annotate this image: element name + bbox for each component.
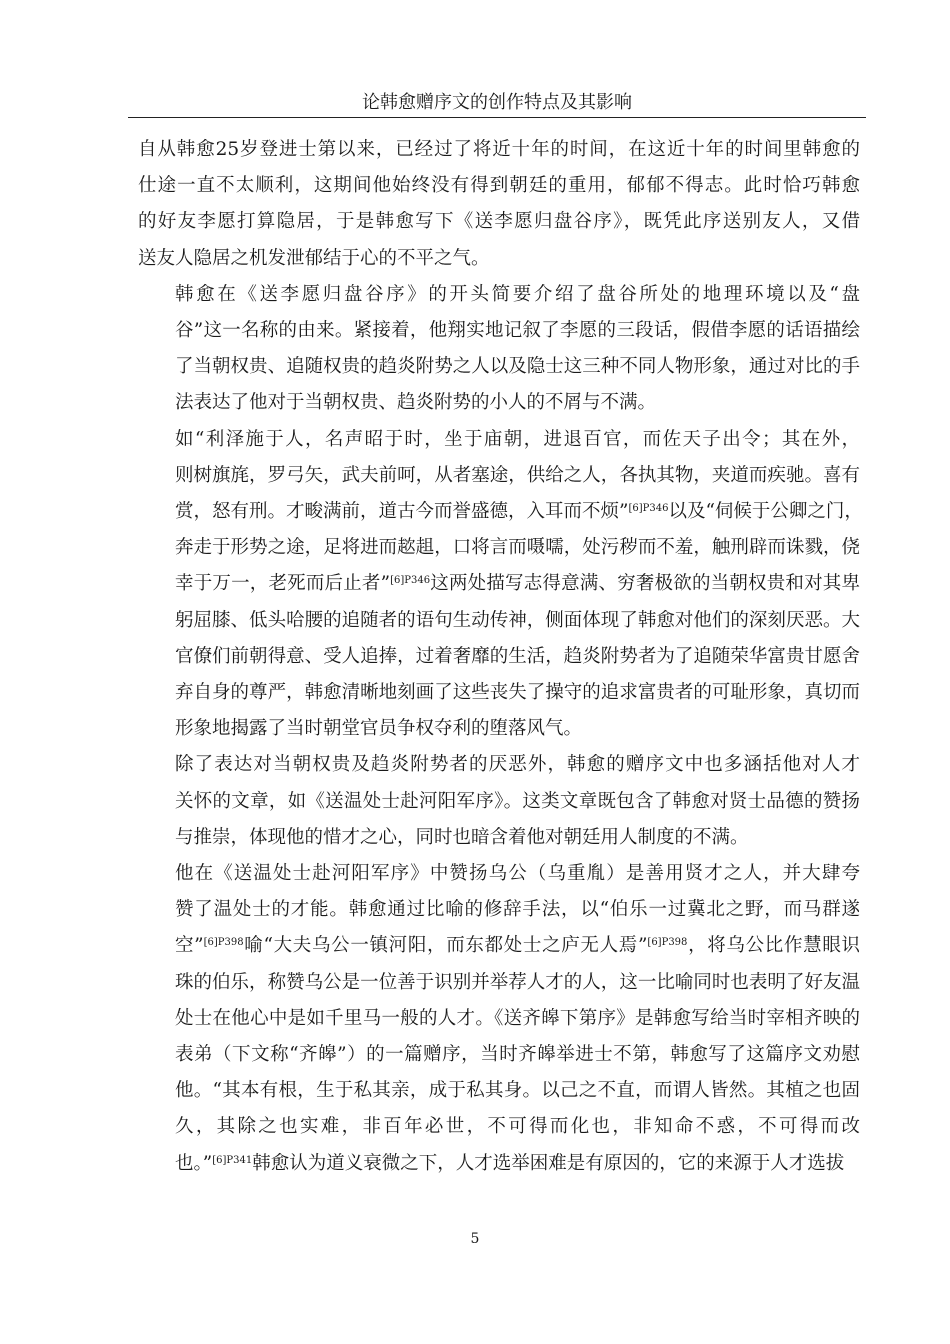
text-line [138, 494, 863, 530]
text-run: 处士在他心中是如千里马一般的人才。《送齐皞下第序》是韩愈写给当时宰相齐映的 [175, 1007, 860, 1029]
paragraph [138, 747, 860, 856]
text-run: 如“利泽施于人，名声昭于时，坐于庙朝，进退百官，而佐天子出令；其在外， [175, 428, 860, 450]
text-line [138, 1146, 860, 1182]
text-run: 珠的伯乐，称赞乌公是一位善于识别并举荐人才的人，这一比喻同时也表明了好友温 [175, 971, 860, 993]
text-line [138, 349, 860, 385]
text-line [138, 422, 860, 458]
body-text [138, 132, 863, 1182]
text-line [138, 241, 860, 277]
text-run: 幸于万一，老死而后止者” [175, 573, 391, 595]
paragraph [138, 277, 860, 422]
text-run: 谷”这一名称的由来。紧接着，他翔实地记叙了李愿的三段话，假借李愿的话语描绘 [175, 320, 860, 342]
text-line [138, 566, 860, 602]
text-line [138, 530, 860, 566]
text-run: 韩愈认为道义衰微之下，人才选举困难是有原因的，它的来源于人才选拔 [252, 1152, 845, 1174]
text-run: 赞了温处士的才能。韩愈通过比喻的修辞手法，以“伯乐一过冀北之野，而马群遂 [175, 899, 860, 921]
text-run: 形象地揭露了当时朝堂官员争权夺利的堕落风气。 [175, 718, 583, 740]
citation-marker: [6]P346 [390, 575, 431, 587]
text-run: 以及“伺候于公卿之门， [668, 501, 863, 523]
citation-marker: [6]P398 [647, 937, 688, 949]
header-rule [128, 117, 866, 118]
paragraph [138, 856, 860, 1182]
citation-marker: [6]P341 [212, 1154, 253, 1166]
text-line [138, 1109, 860, 1145]
citation-marker: [6]P346 [628, 503, 669, 515]
text-run: 表弟（下文称“齐皞”）的一篇赠序，当时齐皞举进士不第，韩愈写了这篇序文劝慰 [175, 1044, 860, 1066]
text-line [138, 313, 860, 349]
text-run: ，将乌公比作慧眼识 [687, 935, 860, 957]
paragraph [138, 132, 860, 277]
text-run: 久，其除之也实难，非百年必世，不可得而化也，非知命不惑，不可得而改 [175, 1116, 860, 1138]
text-line [138, 458, 860, 494]
text-run: 赏，怒有刑。才畯满前，道古今而誉盛德，入耳而不烦” [175, 501, 629, 523]
text-run: 躬屈膝、低头哈腰的追随者的语句生动传神，侧面体现了韩愈对他们的深刻厌恶。大 [175, 609, 860, 631]
text-run: 这两处描写志得意满、穷奢极欲的当朝权贵和对其卑 [430, 573, 860, 595]
text-run: 他在《送温处士赴河阳军序》中赞扬乌公（乌重胤）是善用贤才之人，并大肆夸 [175, 863, 860, 885]
text-run: 法表达了他对于当朝权贵、趋炎附势的小人的不屑与不满。 [175, 392, 657, 414]
text-run: 了当朝权贵、追随权贵的趋炎附势之人以及隐士这三种不同人物形象，通过对比的手 [175, 356, 860, 378]
text-line [138, 784, 860, 820]
text-run: 的好友李愿打算隐居，于是韩愈写下《送李愿归盘谷序》，既凭此序送别友人，又借 [138, 211, 860, 233]
text-run: 自从韩愈25岁登进士第以来，已经过了将近十年的时间，在这近十年的时间里韩愈的 [138, 139, 860, 160]
text-run: 空” [175, 935, 204, 957]
text-line [138, 747, 860, 783]
text-run: 与推崇，体现他的惜才之心，同时也暗含着他对朝廷用人制度的不满。 [175, 826, 749, 848]
text-line [138, 820, 860, 856]
text-run: 也。” [175, 1152, 213, 1174]
text-line [138, 965, 860, 1001]
text-run: 奔走于形势之途，足将进而趑趄，口将言而嗫嚅，处污秽而不羞，触刑辟而诛戮，侥 [175, 537, 860, 559]
text-run: 则树旗旄，罗弓矢，武夫前呵，从者塞途，供给之人，各执其物，夹道而疾驰。喜有 [175, 464, 860, 486]
text-line [138, 204, 860, 240]
text-line [138, 385, 860, 421]
text-line [138, 1073, 860, 1109]
text-line [138, 639, 860, 675]
text-line [138, 168, 860, 204]
text-run: 弃自身的尊严，韩愈清晰地刻画了这些丧失了操守的追求富贵者的可耻形象，真切而 [175, 682, 860, 704]
paragraph [138, 422, 863, 748]
citation-marker: [6]P398 [203, 937, 244, 949]
text-run: 除了表达对当朝权贵及趋炎附势者的厌恶外，韩愈的赠序文中也多涵括他对人才 [175, 754, 860, 776]
text-line [138, 928, 860, 964]
text-line [138, 675, 860, 711]
text-run: 韩愈在《送李愿归盘谷序》的开头简要介绍了盘谷所处的地理环境以及“盘 [175, 283, 860, 305]
text-line [138, 1037, 860, 1073]
text-line [138, 603, 860, 639]
text-run: 仕途一直不太顺利，这期间他始终没有得到朝廷的重用，郁郁不得志。此时恰巧韩愈 [138, 175, 860, 197]
text-run: 送友人隐居之机发泄郁结于心的不平之气。 [138, 247, 490, 269]
text-line [138, 277, 860, 313]
text-line [138, 711, 860, 747]
text-line [138, 856, 860, 892]
text-run: 关怀的文章，如《送温处士赴河阳军序》。这类文章既包含了韩愈对贤士品德的赞扬 [175, 790, 860, 812]
text-run: 官僚们前朝得意、受人追捧，过着奢靡的生活，趋炎附势者为了追随荣华富贵甘愿舍 [175, 645, 860, 667]
text-line [138, 1001, 860, 1037]
text-run: 喻“大夫乌公一镇河阳，而东都处士之庐无人焉” [243, 935, 648, 957]
page-number: 5 [470, 1231, 480, 1247]
text-line [138, 132, 860, 168]
text-run: 他。“其本有根，生于私其亲，成于私其身。以己之不直，而谓人皆然。其植之也固 [175, 1080, 860, 1102]
page-header-title: 论韩愈赠序文的创作特点及其影响 [362, 92, 632, 113]
text-line [138, 892, 860, 928]
